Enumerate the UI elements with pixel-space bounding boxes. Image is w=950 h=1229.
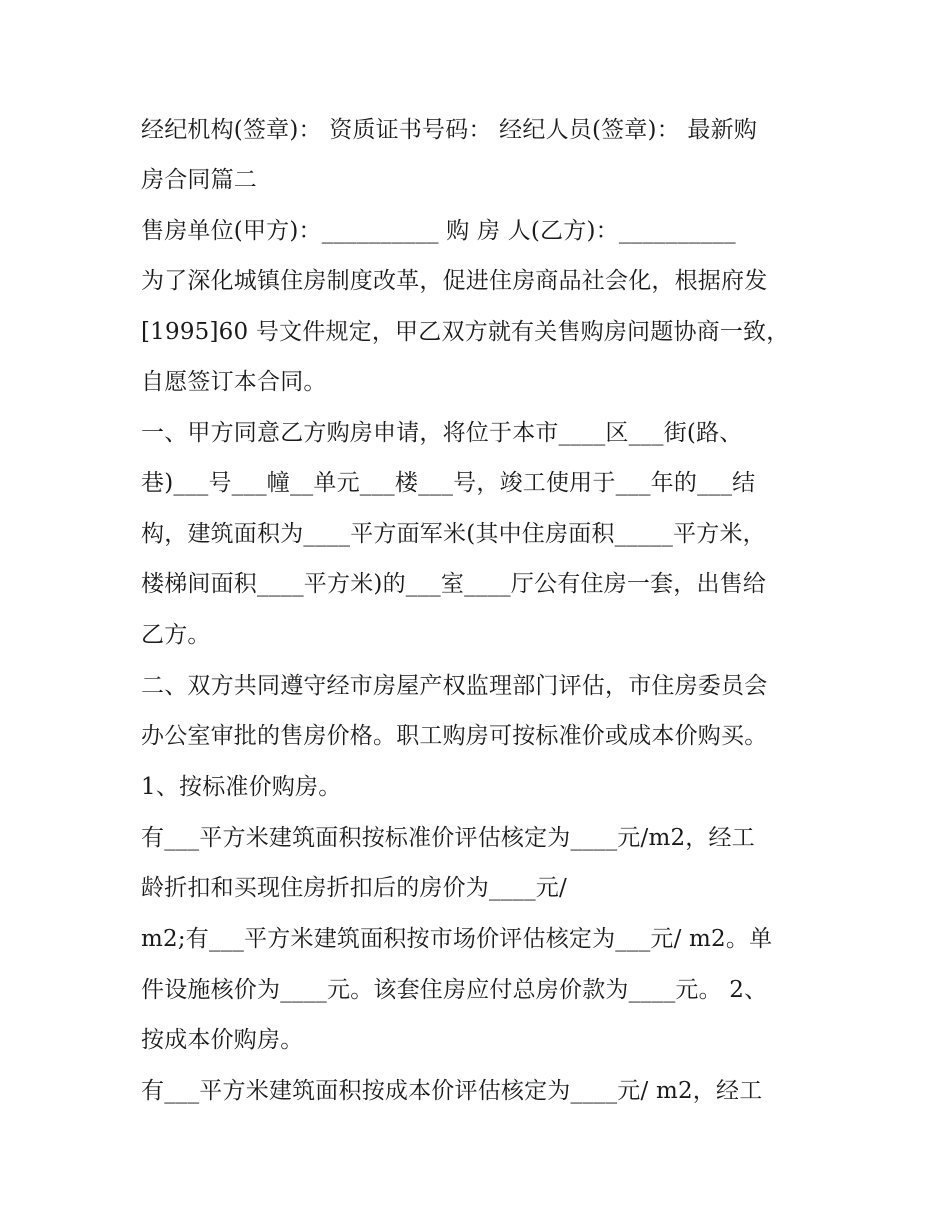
text-line: 龄折扣和买现住房折扣后的房价为____元/ [141, 875, 567, 901]
text-line: 一、甲方同意乙方购房申请，将位于本市____区___街(路、 [141, 420, 743, 446]
text-line: 二、双方共同遵守经市房屋产权监理部门评估，市住房委员会 [141, 673, 768, 699]
text-line: 巷)___号___幢__单元___楼___号，竣工使用于___年的___结 [141, 470, 756, 496]
text-line: 按成本价购房。 [141, 1027, 304, 1053]
text-line: [1995]60 号文件规定，甲乙双方就有关售购房问题协商一致， [141, 319, 790, 345]
text-line: 乙方。 [141, 622, 211, 648]
text-line: 有___平方米建筑面积按标准价评估核定为____元/m2，经工 [141, 825, 755, 851]
text-line: 售房单位(甲方)：__________ 购 房 人(乙方)：__________ [141, 218, 736, 244]
text-line: 件设施核价为____元。该套住房应付总房价款为____元。 2、 [141, 977, 768, 1003]
text-line: 办公室审批的售房价格。职工购房可按标准价或成本价购买。 [141, 723, 768, 749]
text-line: m2;有___平方米建筑面积按市场价评估核定为___元/ m2。单 [141, 926, 773, 952]
text-line: 自愿签订本合同。 [141, 369, 327, 395]
text-line: 1、按标准价购房。 [141, 774, 342, 800]
text-line: 构，建筑面积为____平方面军米(其中住房面积_____平方米， [141, 521, 766, 547]
text-line: 房合同篇二 [141, 167, 257, 193]
text-line: 楼梯间面积____平方米)的___室____厅公有住房一套，出售给 [141, 571, 767, 597]
text-line: 经纪机构(签章)： 资质证书号码： 经纪人员(签章)： 最新购 [141, 117, 758, 143]
text-line: 有___平方米建筑面积按成本价评估核定为____元/ m2，经工 [141, 1078, 763, 1104]
text-line: 为了深化城镇住房制度改革，促进住房商品社会化，根据府发 [141, 268, 768, 294]
